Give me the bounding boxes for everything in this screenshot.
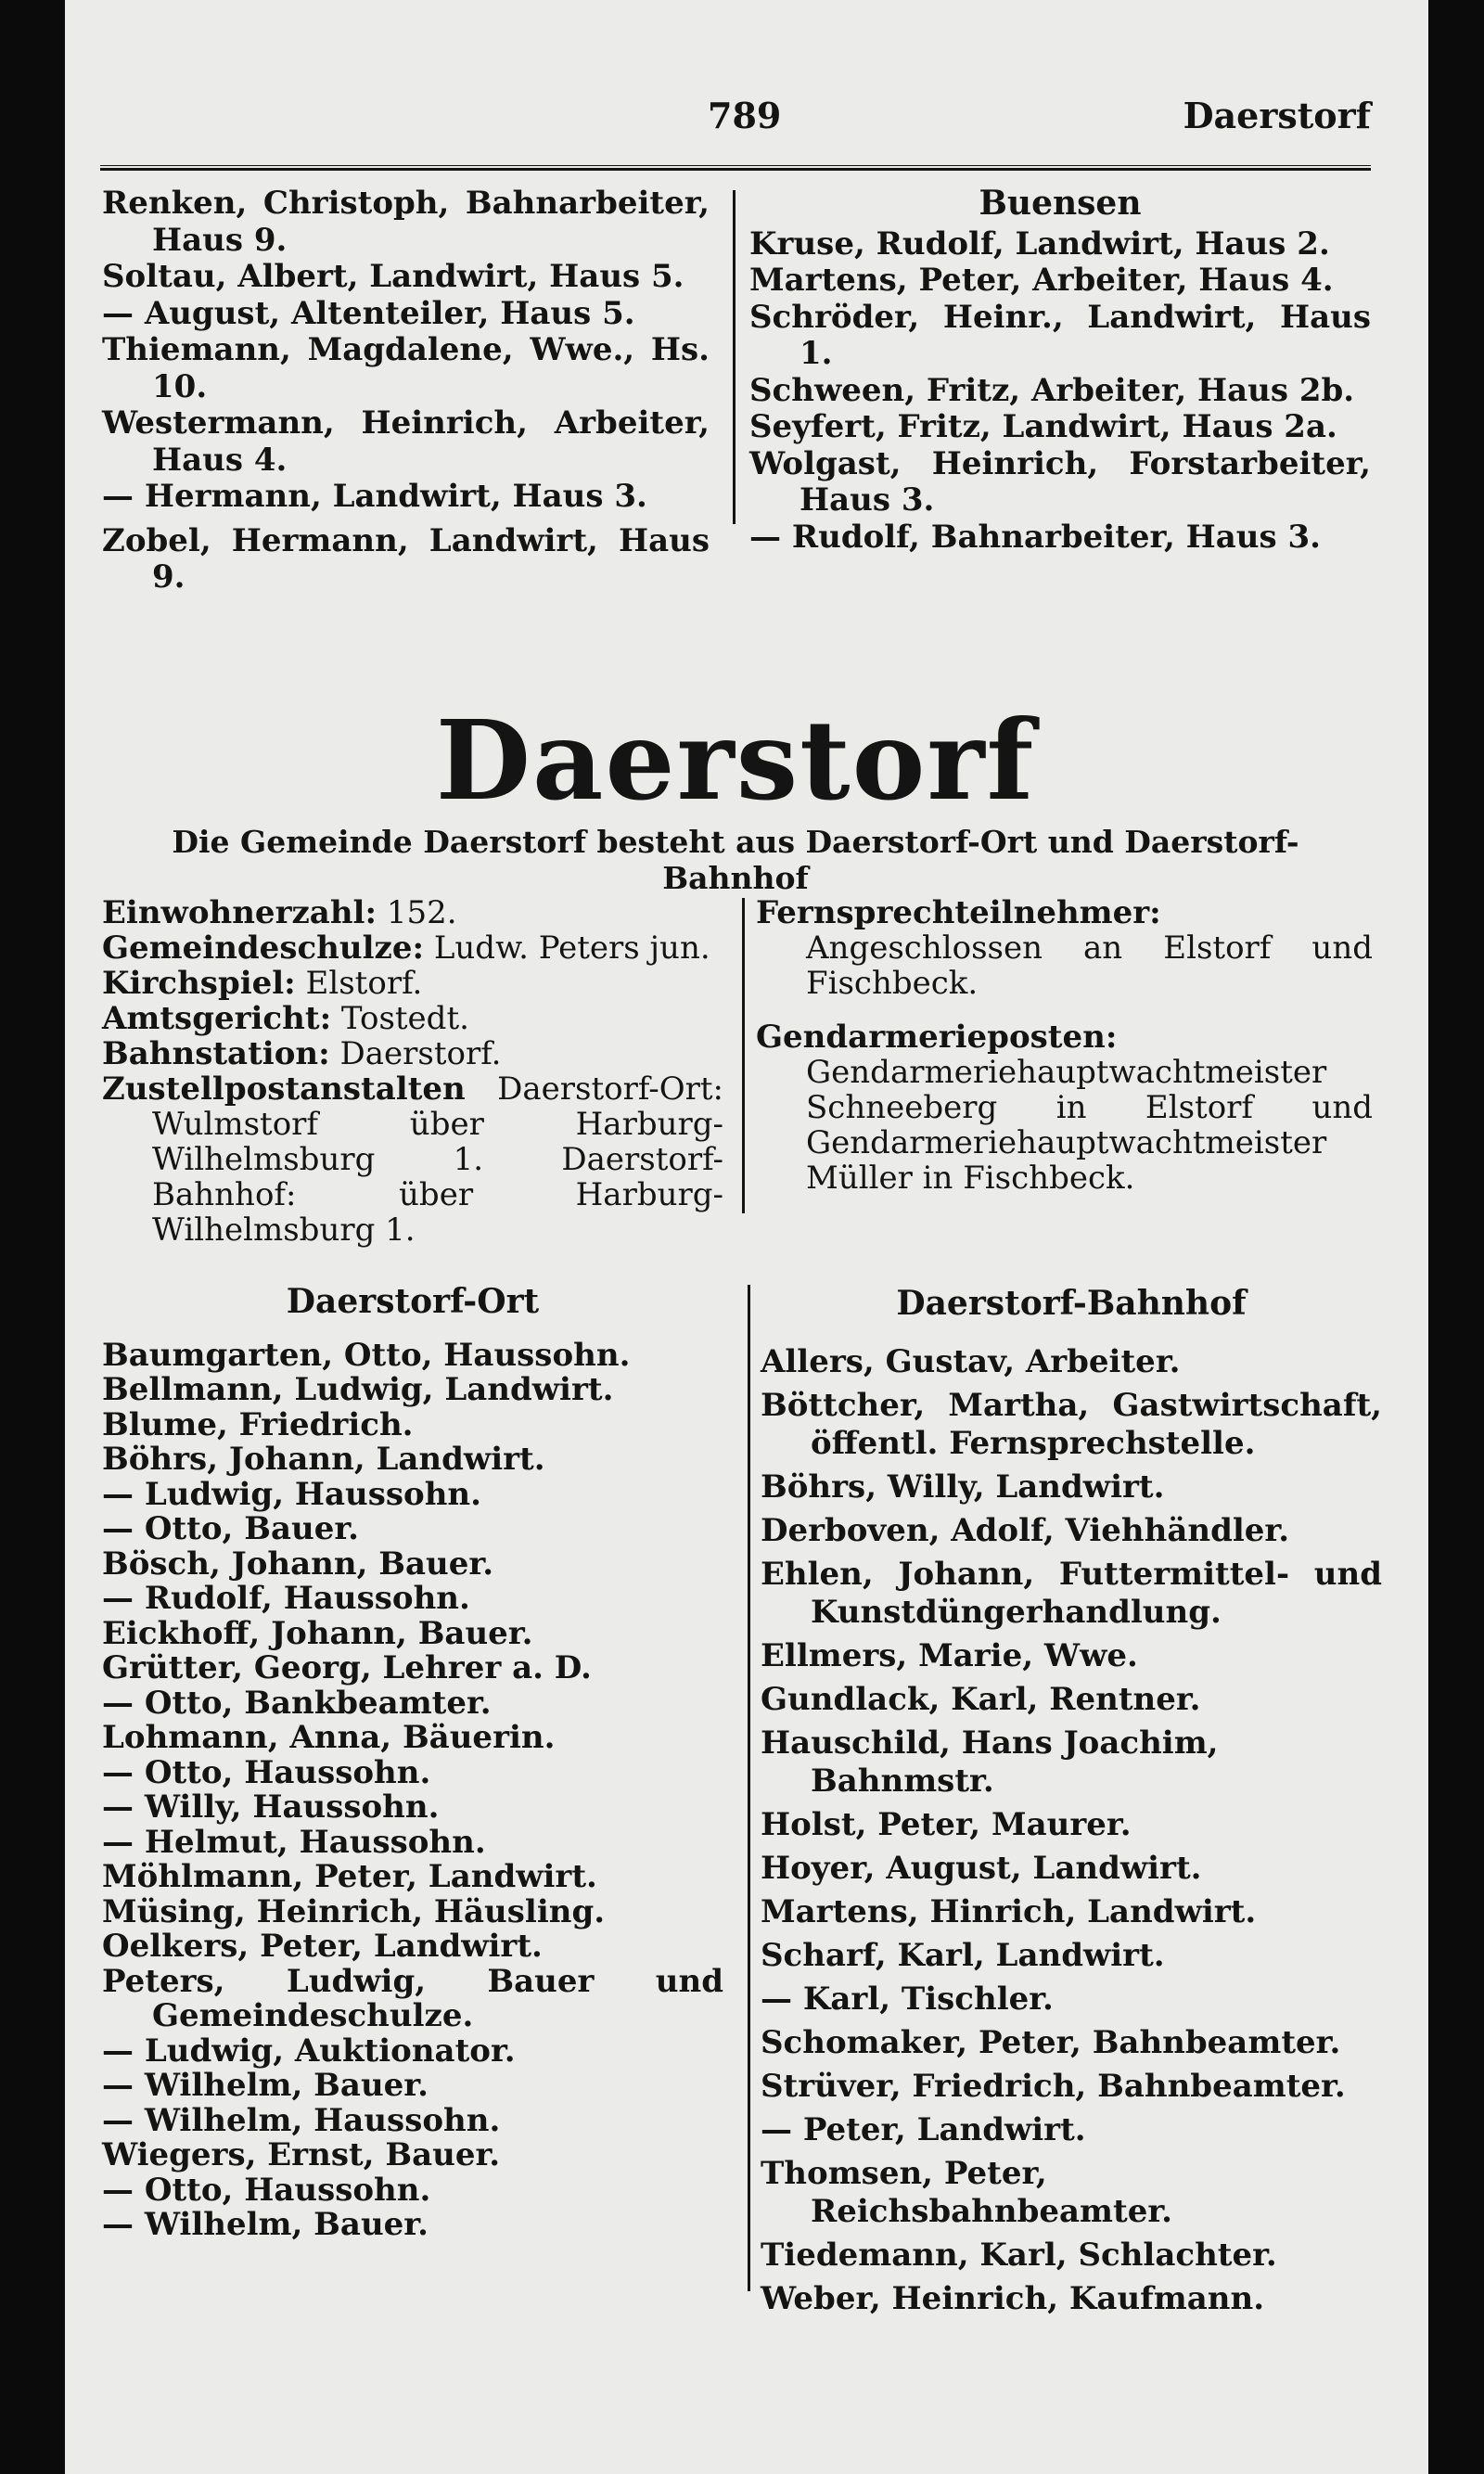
list-item: — Willy, Haussohn.: [102, 1788, 440, 1826]
list-item: Hoyer, August, Landwirt.: [761, 1850, 1202, 1887]
list-item: Grütter, Georg, Lehrer a. D.: [102, 1649, 592, 1686]
ort-column: [102, 1282, 723, 2243]
list-item: — Peter, Landwirt.: [761, 2111, 1086, 2148]
list-item: Martens, Peter, Arbeiter, Haus 4.: [749, 262, 1334, 299]
list-item: Böhrs, Johann, Landwirt.: [102, 1441, 545, 1478]
list-item: — Ludwig, Auktionator.: [102, 2032, 516, 2070]
top-left-column: [102, 186, 710, 596]
list-item: Weber, Heinrich, Kaufmann.: [761, 2280, 1265, 2317]
list-item: Böttcher, Martha, Gastwirtschaft, öffentl. Fernsprechstelle.: [761, 1387, 1382, 1462]
list-item: — Hermann, Landwirt, Haus 3.: [102, 478, 647, 515]
info-right: [756, 895, 1373, 1196]
list-item: Bellmann, Ludwig, Landwirt.: [102, 1371, 614, 1408]
list-item: Peters, Ludwig, Bauer und Gemeindeschulze.: [102, 1962, 723, 2034]
list-item: Schomaker, Peter, Bahnbeamter.: [761, 2024, 1341, 2061]
list-item: Hauschild, Hans Joachim, Bahnmstr.: [761, 1724, 1219, 1800]
list-item: — Rudolf, Bahnarbeiter, Haus 3.: [749, 518, 1322, 556]
bahnhof-column: [761, 1285, 1382, 2318]
running-head: Daerstorf: [1183, 95, 1371, 136]
list-item: Seyfert, Fritz, Landwirt, Haus 2a.: [749, 408, 1337, 445]
list-item: Scharf, Karl, Landwirt.: [761, 1937, 1165, 1974]
list-item: — Wilhelm, Bauer.: [102, 2067, 429, 2104]
list-item: Müsing, Heinrich, Häusling.: [102, 1892, 606, 1930]
list-item: Wolgast, Heinrich, Forstarbeiter, Haus 3.: [749, 444, 1371, 519]
info-post: Zustellpostanstalten Daerstorf-Ort: Wulmstorf über Harburg-Wilhelmsburg 1. Daerstorf-Bahnhof: über Harburg-Wilhelmsburg 1.: [102, 1070, 723, 1249]
list-item: — August, Altenteiler, Haus 5.: [102, 294, 635, 332]
list-item: Baumgarten, Otto, Haussohn.: [102, 1336, 631, 1374]
list-item: — Rudolf, Haussohn.: [102, 1580, 470, 1617]
list-item: — Wilhelm, Bauer.: [102, 2206, 429, 2243]
page-header: [100, 95, 1371, 150]
list-item: Ellmers, Marie, Wwe.: [761, 1637, 1138, 1674]
info-court: Amtsgericht: Tostedt.: [102, 1000, 469, 1037]
column-divider-info: [742, 898, 745, 1213]
list-item: Holst, Peter, Maurer.: [761, 1806, 1132, 1843]
list-item: Möhlmann, Peter, Landwirt.: [102, 1858, 597, 1895]
list-item: — Otto, Haussohn.: [102, 2171, 431, 2209]
list-item: Blume, Friedrich.: [102, 1405, 414, 1443]
page-number: 789: [708, 95, 782, 136]
header-rule: [100, 165, 1371, 171]
list-item: Strüver, Friedrich, Bahnbeamter.: [761, 2068, 1346, 2105]
list-item: Bösch, Johann, Bauer.: [102, 1545, 494, 1583]
scan-border-left: [0, 0, 65, 2474]
section-heading-ort: Daerstorf-Ort: [286, 1282, 540, 1321]
info-telephone: Fernsprechteilnehmer: Angeschlossen an Elstorf und Fischbeck.: [756, 894, 1373, 1002]
list-item: Derboven, Adolf, Viehhändler.: [761, 1512, 1290, 1549]
info-station: Bahnstation: Daerstorf.: [102, 1035, 502, 1072]
list-item: Thomsen, Peter, Reichsbahnbeamter.: [761, 2155, 1172, 2230]
list-item: — Otto, Bankbeamter.: [102, 1684, 492, 1722]
info-police: Gendarmerieposten: Gendarmeriehauptwachtmeister Schneeberg in Elstorf und Gendarmeriehauptwachtmeister Müller in Fischbeck.: [756, 1019, 1373, 1197]
list-item: Martens, Hinrich, Landwirt.: [761, 1893, 1257, 1930]
list-item: — Ludwig, Haussohn.: [102, 1475, 481, 1513]
section-heading-buensen: Buensen: [979, 184, 1142, 223]
list-item: Westermann, Heinrich, Arbeiter, Haus 4.: [102, 404, 710, 479]
list-item: — Helmut, Haussohn.: [102, 1823, 486, 1861]
place-subtitle: Die Gemeinde Daerstorf besteht aus Daerstorf-Ort und Daerstorf-Bahnhof: [172, 824, 1299, 896]
list-item: Renken, Christoph, Bahnarbeiter, Haus 9.: [102, 185, 710, 259]
info-mayor: Gemeindeschulze: Ludw. Peters jun.: [102, 929, 710, 967]
list-item: Wiegers, Ernst, Bauer.: [102, 2136, 501, 2173]
buensen-column: [749, 186, 1371, 556]
list-item: Thiemann, Magdalene, Wwe., Hs. 10.: [102, 331, 710, 405]
list-item: — Otto, Bauer.: [102, 1510, 359, 1547]
list-item: Böhrs, Willy, Landwirt.: [761, 1468, 1165, 1506]
info-population: Einwohnerzahl: 152.: [102, 894, 457, 931]
list-item: Oelkers, Peter, Landwirt.: [102, 1928, 543, 1965]
info-left: [102, 895, 723, 1248]
section-heading-bahnhof: Daerstorf-Bahnhof: [896, 1284, 1247, 1323]
column-divider-top: [733, 190, 736, 524]
list-item: Soltau, Albert, Landwirt, Haus 5.: [102, 258, 684, 295]
list-item: Gundlack, Karl, Rentner.: [761, 1681, 1201, 1718]
list-item: Lohmann, Anna, Bäuerin.: [102, 1719, 556, 1756]
list-item: — Wilhelm, Haussohn.: [102, 2101, 501, 2139]
list-item: — Karl, Tischler.: [761, 1980, 1054, 2018]
info-parish: Kirchspiel: Elstorf.: [102, 965, 423, 1002]
list-item: Ehlen, Johann, Futtermittel- und Kunstdüngerhandlung.: [761, 1556, 1382, 1631]
place-title: Daerstorf: [435, 696, 1036, 825]
list-item: Schröder, Heinr., Landwirt, Haus 1.: [749, 298, 1371, 372]
list-item: Eickhoff, Johann, Bauer.: [102, 1614, 533, 1652]
list-item: — Otto, Haussohn.: [102, 1753, 431, 1791]
column-divider-residents: [748, 1285, 750, 2291]
list-item: Zobel, Hermann, Landwirt, Haus 9.: [102, 521, 710, 596]
list-item: Allers, Gustav, Arbeiter.: [761, 1343, 1181, 1380]
list-item: Tiedemann, Karl, Schlachter.: [761, 2237, 1277, 2274]
list-item: Schween, Fritz, Arbeiter, Haus 2b.: [749, 371, 1355, 409]
scan-border-right: [1428, 0, 1484, 2474]
list-item: Kruse, Rudolf, Landwirt, Haus 2.: [749, 224, 1330, 263]
